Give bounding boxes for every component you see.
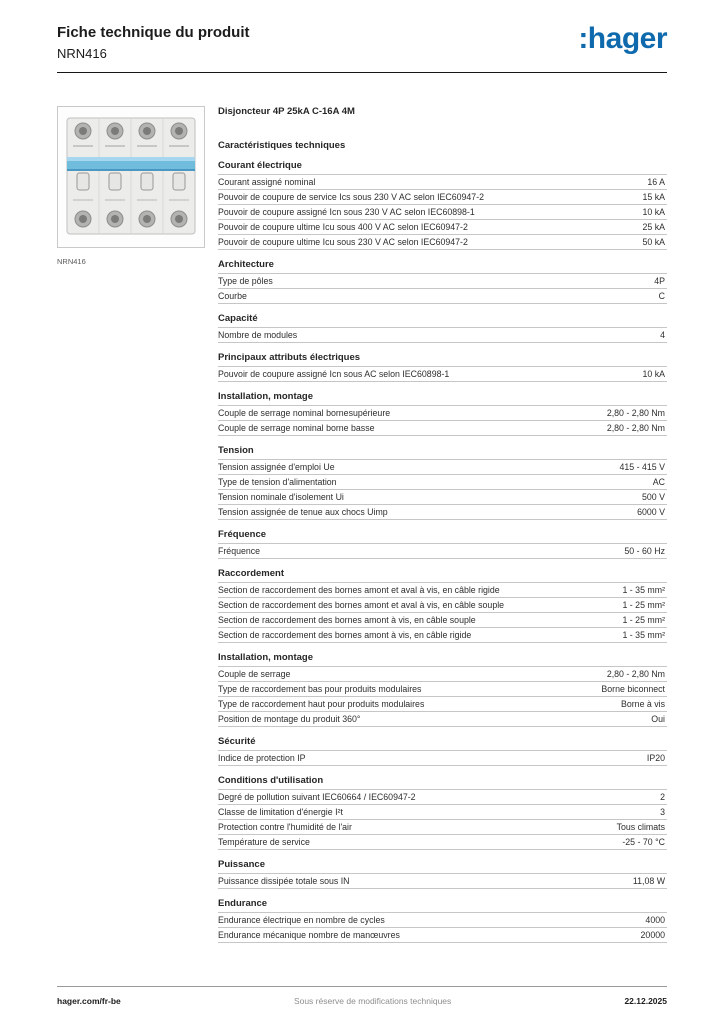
spec-row (218, 789, 667, 804)
spec-value: Oui (651, 714, 665, 724)
spec-value: 50 kA (642, 237, 665, 247)
spec-value: 50 - 60 Hz (624, 546, 665, 556)
spec-label: Tension assignée de tenue aux chocs Uimp (218, 507, 388, 517)
spec-value: 2,80 - 2,80 Nm (606, 423, 665, 433)
spec-value: 2 (660, 792, 665, 802)
spec-label: Pouvoir de coupure ultime Icu sous 400 V AC selon IEC60947-2 (218, 222, 468, 232)
spec-label: Puissance dissipée totale sous IN (218, 876, 350, 886)
section-title: Courant électrique (218, 160, 302, 171)
spec-rows (218, 543, 667, 559)
spec-value: 6000 V (637, 507, 665, 517)
spec-section (218, 650, 667, 727)
spec-label: Courant assigné nominal (218, 177, 316, 187)
product-title: Disjoncteur 4P 25kA C-16A 4M (218, 106, 355, 117)
characteristics-heading: Caractéristiques techniques (218, 140, 346, 151)
spec-value: Borne biconnect (601, 684, 665, 694)
spec-label: Indice de protection IP (218, 753, 306, 763)
spec-rows (218, 750, 667, 766)
spec-row (218, 681, 667, 696)
image-column (57, 106, 218, 943)
spec-row (218, 189, 667, 204)
spec-section (218, 857, 667, 889)
spec-row (218, 405, 667, 420)
spec-row (218, 873, 667, 888)
spec-value: IP20 (646, 753, 665, 763)
spec-row (218, 366, 667, 381)
spec-row (218, 696, 667, 711)
spec-row (218, 327, 667, 342)
page-title: Fiche technique du produit (57, 24, 250, 41)
spec-value: C (658, 291, 665, 301)
product-image-caption: NRN416 (57, 257, 86, 266)
spec-row (218, 666, 667, 681)
header-divider (57, 72, 667, 73)
spec-row (218, 612, 667, 627)
footer-date: 22.12.2025 (624, 996, 667, 1006)
spec-column (218, 106, 667, 943)
spec-value: 415 - 415 V (619, 462, 665, 472)
spec-rows (218, 912, 667, 943)
spec-row (218, 543, 667, 558)
spec-row (218, 834, 667, 849)
section-title: Raccordement (218, 568, 284, 579)
spec-label: Position de montage du produit 360° (218, 714, 361, 724)
spec-row (218, 912, 667, 927)
spec-value: 4000 (645, 915, 665, 925)
section-title: Puissance (218, 859, 265, 870)
section-title: Tension (218, 445, 254, 456)
spec-section (218, 350, 667, 382)
spec-section (218, 158, 667, 250)
spec-label: Endurance mécanique nombre de manœuvres (218, 930, 400, 940)
spec-label: Pouvoir de coupure assigné Icn sous 230 V AC selon IEC60898-1 (218, 207, 475, 217)
spec-label: Endurance électrique en nombre de cycles (218, 915, 385, 925)
section-title: Architecture (218, 259, 274, 270)
spec-rows (218, 873, 667, 889)
header-titles (57, 24, 250, 61)
spec-rows (218, 459, 667, 520)
spec-label: Pouvoir de coupure de service Ics sous 230 V AC selon IEC60947-2 (218, 192, 485, 202)
spec-row (218, 273, 667, 288)
spec-value: Tous climats (616, 822, 665, 832)
section-title: Conditions d'utilisation (218, 775, 324, 786)
spec-value: -25 - 70 °C (622, 837, 665, 847)
spec-row (218, 504, 667, 519)
spec-section (218, 896, 667, 943)
spec-label: Couple de serrage (218, 669, 291, 679)
spec-value: 10 kA (642, 369, 665, 379)
spec-rows (218, 789, 667, 850)
spec-rows (218, 327, 667, 343)
spec-value: 4P (654, 276, 665, 286)
spec-row (218, 597, 667, 612)
spec-row (218, 582, 667, 597)
spec-rows (218, 582, 667, 643)
breaker-product-image (65, 113, 197, 241)
spec-sections (218, 158, 667, 943)
spec-row (218, 459, 667, 474)
spec-row (218, 819, 667, 834)
hager-logo: :hager (578, 22, 667, 55)
spec-value: 2,80 - 2,80 Nm (606, 669, 665, 679)
product-code: NRN416 (57, 46, 107, 61)
spec-section (218, 257, 667, 304)
spec-label: Couple de serrage nominal bornesupérieure (218, 408, 391, 418)
section-title: Fréquence (218, 529, 267, 540)
spec-label: Couple de serrage nominal borne basse (218, 423, 375, 433)
page-footer (57, 986, 667, 1006)
spec-value: 11,08 W (632, 876, 665, 886)
spec-value: 20000 (640, 930, 665, 940)
spec-row (218, 927, 667, 942)
spec-value: 16 A (647, 177, 665, 187)
spec-value: 25 kA (642, 222, 665, 232)
content (57, 106, 667, 943)
spec-value: 1 - 35 mm² (622, 585, 665, 595)
spec-label: Courbe (218, 291, 247, 301)
spec-row (218, 204, 667, 219)
spec-row (218, 474, 667, 489)
spec-value: 15 kA (642, 192, 665, 202)
spec-label: Type de pôles (218, 276, 273, 286)
page-header (57, 24, 667, 61)
footer-disclaimer: Sous réserve de modifications techniques (293, 996, 452, 1006)
spec-label: Pouvoir de coupure ultime Icu sous 230 V AC selon IEC60947-2 (218, 237, 468, 247)
section-title: Principaux attributs électriques (218, 352, 361, 363)
spec-row (218, 420, 667, 435)
spec-row (218, 711, 667, 726)
spec-value: 1 - 35 mm² (622, 630, 665, 640)
spec-row (218, 234, 667, 249)
spec-section (218, 527, 667, 559)
spec-label: Protection contre l'humidité de l'air (218, 822, 352, 832)
spec-row (218, 489, 667, 504)
section-title: Installation, montage (218, 652, 314, 663)
spec-rows (218, 405, 667, 436)
spec-row (218, 627, 667, 642)
spec-value: 10 kA (642, 207, 665, 217)
spec-section (218, 566, 667, 643)
spec-label: Section de raccordement des bornes amont à vis, en câble souple (218, 615, 476, 625)
spec-label: Tension assignée d'emploi Ue (218, 462, 335, 472)
spec-value: 2,80 - 2,80 Nm (606, 408, 665, 418)
spec-value: 1 - 25 mm² (622, 615, 665, 625)
spec-value: 3 (660, 807, 665, 817)
spec-value: 4 (660, 330, 665, 340)
spec-row (218, 174, 667, 189)
spec-label: Température de service (218, 837, 310, 847)
spec-section (218, 389, 667, 436)
section-title: Sécurité (218, 736, 256, 747)
spec-label: Classe de limitation d'énergie I²t (218, 807, 343, 817)
spec-label: Fréquence (218, 546, 261, 556)
footer-website: hager.com/fr-be (57, 996, 121, 1006)
spec-label: Degré de pollution suivant IEC60664 / IEC60947-2 (218, 792, 416, 802)
section-title: Endurance (218, 898, 268, 909)
spec-value: 1 - 25 mm² (622, 600, 665, 610)
spec-row (218, 219, 667, 234)
footer-row (57, 996, 667, 1006)
spec-section (218, 443, 667, 520)
spec-rows (218, 666, 667, 727)
spec-value: 500 V (642, 492, 665, 502)
spec-label: Section de raccordement des bornes amont et aval à vis, en câble rigide (218, 585, 500, 595)
spec-row (218, 804, 667, 819)
footer-divider (57, 986, 667, 987)
spec-label: Pouvoir de coupure assigné Icn sous AC selon IEC60898-1 (218, 369, 450, 379)
product-image-frame (57, 106, 205, 248)
spec-label: Nombre de modules (218, 330, 298, 340)
spec-label: Type de tension d'alimentation (218, 477, 337, 487)
section-title: Capacité (218, 313, 258, 324)
spec-label: Type de raccordement bas pour produits modulaires (218, 684, 422, 694)
spec-label: Tension nominale d'isolement Ui (218, 492, 344, 502)
spec-value: Borne à vis (620, 699, 665, 709)
spec-label: Section de raccordement des bornes amont et aval à vis, en câble souple (218, 600, 505, 610)
spec-rows (218, 366, 667, 382)
spec-section (218, 734, 667, 766)
spec-rows (218, 273, 667, 304)
spec-label: Type de raccordement haut pour produits modulaires (218, 699, 425, 709)
spec-row (218, 288, 667, 303)
spec-rows (218, 174, 667, 250)
spec-label: Section de raccordement des bornes amont à vis, en câble rigide (218, 630, 472, 640)
spec-value: AC (652, 477, 665, 487)
spec-section (218, 773, 667, 850)
spec-section (218, 311, 667, 343)
spec-row (218, 750, 667, 765)
section-title: Installation, montage (218, 391, 314, 402)
